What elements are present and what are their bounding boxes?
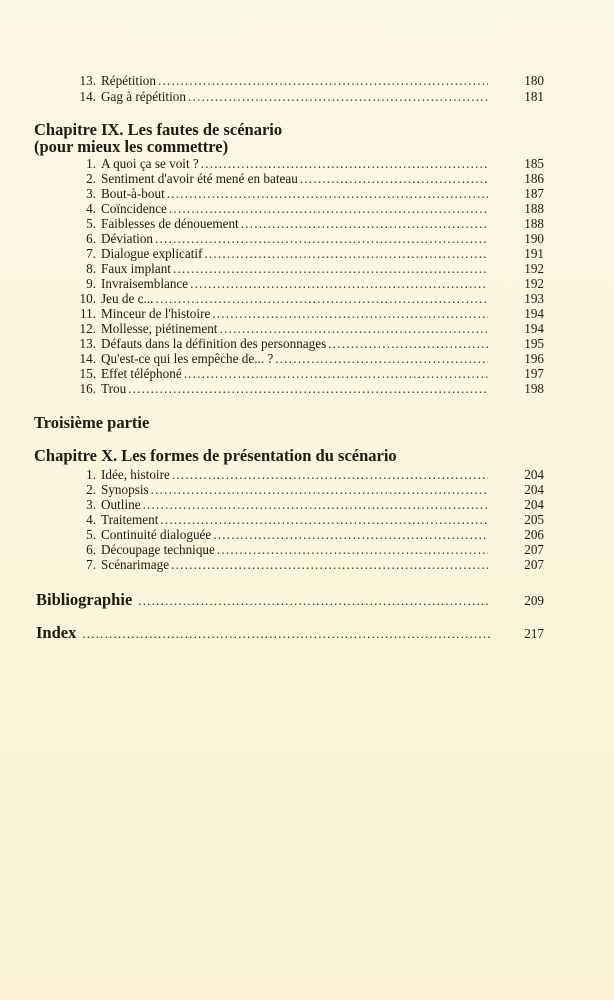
- entry-number: 9.: [86, 276, 96, 291]
- entry-page: 204: [524, 497, 544, 512]
- dot-leader: [167, 186, 488, 201]
- entry-title: Scénarimage: [101, 557, 170, 572]
- entry-title: Synopsis: [101, 482, 149, 497]
- dot-leader: [241, 216, 488, 231]
- dot-leader: [212, 306, 488, 321]
- toc-entry[interactable]: [72, 73, 544, 88]
- entry-page: 217: [524, 626, 544, 641]
- entry-number: 2.: [86, 171, 96, 186]
- entry-title: Dialogue explicatif: [101, 246, 203, 261]
- entry-number: 12.: [79, 321, 96, 336]
- entry-title: Index: [36, 623, 77, 642]
- dot-leader: [188, 89, 488, 104]
- dot-leader: [151, 482, 488, 497]
- entry-page: 191: [524, 246, 544, 261]
- toc-entry[interactable]: [72, 306, 544, 321]
- dot-leader: [158, 73, 488, 88]
- entry-title: Défauts dans la définition des personnages: [101, 336, 327, 351]
- entry-title: Déviation: [101, 231, 154, 246]
- dot-leader: [155, 291, 488, 306]
- entry-title: Sentiment d'avoir été mené en bateau: [101, 171, 298, 186]
- entry-number: 10.: [79, 291, 96, 306]
- entry-number: 16.: [79, 381, 96, 396]
- entry-page: 193: [524, 291, 544, 306]
- entry-title: Jeu de c...: [101, 291, 154, 306]
- entry-title: Outline: [101, 497, 141, 512]
- toc-entry[interactable]: [72, 246, 544, 261]
- toc-entry[interactable]: [72, 216, 544, 231]
- dot-leader: [138, 592, 490, 610]
- dot-leader: [128, 381, 488, 396]
- entry-number: 3.: [86, 497, 96, 512]
- entry-page: 206: [524, 527, 544, 542]
- toc-entry[interactable]: [72, 321, 544, 336]
- entry-page: 194: [524, 321, 544, 336]
- toc-entry[interactable]: [72, 381, 544, 396]
- dot-leader: [275, 351, 488, 366]
- entry-page: 188: [524, 216, 544, 231]
- entry-page: 185: [524, 156, 544, 171]
- entry-title: A quoi ça se voit ?: [101, 156, 199, 171]
- entry-title: Trou: [101, 381, 127, 396]
- entry-number: 13.: [79, 336, 96, 351]
- dot-leader: [184, 366, 488, 381]
- entry-title: Effet téléphoné: [101, 366, 182, 381]
- entry-title: Faux implant: [101, 261, 171, 276]
- entry-page: 207: [524, 542, 544, 557]
- entry-number: 4.: [86, 201, 96, 216]
- entry-number: 2.: [86, 482, 96, 497]
- part-heading: Troisième partie: [34, 413, 150, 432]
- dot-leader: [213, 527, 488, 542]
- dot-leader: [82, 625, 490, 643]
- dot-leader: [204, 246, 488, 261]
- entry-page: 194: [524, 306, 544, 321]
- toc-entry[interactable]: [72, 276, 544, 291]
- entry-number: 13.: [79, 73, 96, 88]
- entry-title: Répétition: [101, 73, 156, 88]
- toc-entry[interactable]: [72, 527, 544, 542]
- dot-leader: [300, 171, 488, 186]
- entry-page: 204: [524, 467, 544, 482]
- toc-entry[interactable]: [72, 482, 544, 497]
- entry-title: Idée, histoire: [101, 467, 170, 482]
- entry-title: Continuité dialoguée: [101, 527, 212, 542]
- toc-entry[interactable]: [72, 366, 544, 381]
- entry-number: 3.: [86, 186, 96, 201]
- entry-number: 5.: [86, 216, 96, 231]
- entry-title: Faiblesses de dénouement: [101, 216, 239, 231]
- entry-number: 5.: [86, 527, 96, 542]
- entry-page: 205: [524, 512, 544, 527]
- entry-number: 6.: [86, 542, 96, 557]
- toc-entry[interactable]: [72, 186, 544, 201]
- chapter-heading: Chapitre IX. Les fautes de scénario: [34, 120, 283, 139]
- dot-leader: [143, 497, 488, 512]
- toc-entry[interactable]: [72, 512, 544, 527]
- dot-leader: [173, 261, 488, 276]
- toc-entry[interactable]: [72, 557, 544, 572]
- entry-number: 1.: [86, 467, 96, 482]
- entry-title: Minceur de l'histoire: [101, 306, 211, 321]
- toc-entry[interactable]: [72, 171, 544, 186]
- entry-number: 14.: [79, 89, 96, 104]
- chapter-heading: Chapitre X. Les formes de présentation du scénario: [34, 446, 397, 465]
- entry-title: Mollesse, piétinement: [101, 321, 218, 336]
- entry-number: 8.: [86, 261, 96, 276]
- toc-entry[interactable]: [72, 351, 544, 366]
- entry-number: 11.: [80, 306, 96, 321]
- entry-page: 196: [524, 351, 544, 366]
- dot-leader: [160, 512, 488, 527]
- toc-entry[interactable]: [72, 261, 544, 276]
- dot-leader: [219, 321, 488, 336]
- entry-page: 197: [524, 366, 544, 381]
- entry-number: 15.: [79, 366, 96, 381]
- toc-entry[interactable]: [72, 89, 544, 104]
- toc-entry[interactable]: [72, 542, 544, 557]
- toc-entry-index[interactable]: [36, 624, 544, 642]
- entry-number: 1.: [86, 156, 96, 171]
- entry-title: Traitement: [101, 512, 159, 527]
- entry-page: 195: [524, 336, 544, 351]
- entry-page: 190: [524, 231, 544, 246]
- toc-entry[interactable]: [72, 336, 544, 351]
- entry-title: Gag à répétition: [101, 89, 186, 104]
- dot-leader: [190, 276, 488, 291]
- toc-entry[interactable]: [72, 156, 544, 171]
- entry-page: 198: [524, 381, 544, 396]
- dot-leader: [201, 156, 488, 171]
- toc-entry[interactable]: [72, 231, 544, 246]
- entry-title: Invraisemblance: [101, 276, 189, 291]
- chapter-subheading: (pour mieux les commettre): [34, 137, 229, 156]
- entry-page: 186: [524, 171, 544, 186]
- entry-title: Découpage technique: [101, 542, 215, 557]
- dot-leader: [155, 231, 488, 246]
- entry-page: 209: [524, 593, 544, 608]
- entry-page: 192: [524, 276, 544, 291]
- toc-entry[interactable]: [72, 467, 544, 482]
- entry-page: 188: [524, 201, 544, 216]
- entry-page: 180: [524, 73, 544, 88]
- dot-leader: [328, 336, 488, 351]
- toc-entry[interactable]: [72, 201, 544, 216]
- entry-number: 14.: [79, 351, 96, 366]
- entry-title: Bibliographie: [36, 590, 133, 609]
- entry-page: 192: [524, 261, 544, 276]
- entry-number: 4.: [86, 512, 96, 527]
- dot-leader: [171, 557, 488, 572]
- entry-page: 204: [524, 482, 544, 497]
- entry-page: 207: [524, 557, 544, 572]
- entry-title: Qu'est-ce qui les empêche de... ?: [101, 351, 274, 366]
- entry-title: Coïncidence: [101, 201, 167, 216]
- entry-page: 187: [524, 186, 544, 201]
- entry-number: 7.: [86, 246, 96, 261]
- toc-entry[interactable]: [72, 497, 544, 512]
- toc-entry-bibliographie[interactable]: [36, 591, 544, 609]
- entry-page: 181: [524, 89, 544, 104]
- dot-leader: [172, 467, 488, 482]
- dot-leader: [217, 542, 488, 557]
- entry-number: 6.: [86, 231, 96, 246]
- toc-entry[interactable]: [72, 291, 544, 306]
- entry-title: Bout-à-bout: [101, 186, 165, 201]
- dot-leader: [169, 201, 488, 216]
- entry-number: 7.: [86, 557, 96, 572]
